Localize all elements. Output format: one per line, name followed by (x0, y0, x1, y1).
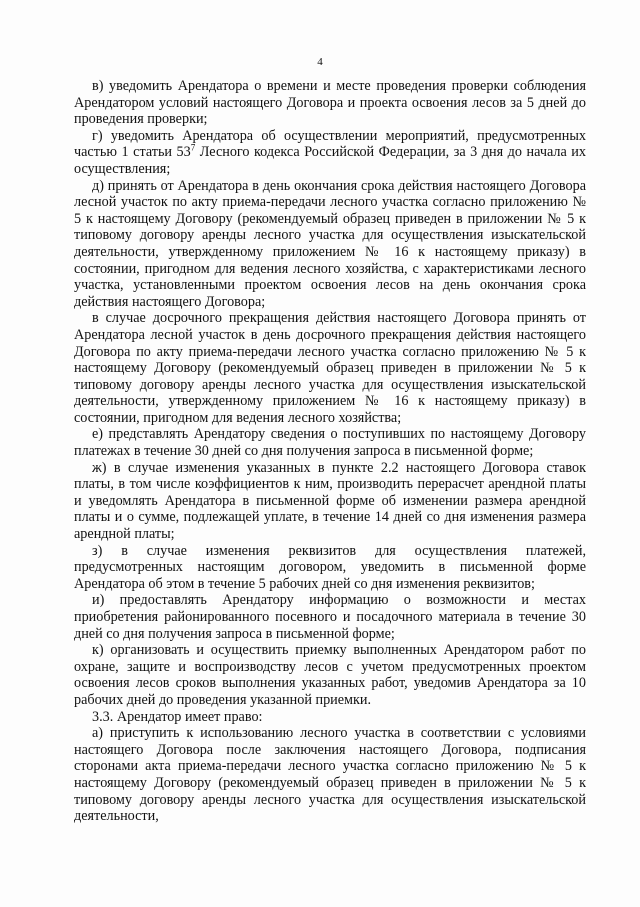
paragraph-zh: ж) в случае изменения указанных в пункте 2.2 настоящего Договора ставок платы, в том числе коэффициентов к ним, производить перерасчет арендной платы и уведомлять Арендатора в письменной форме об изменении размера арендной платы и о сумме, подлежащей уплате, в течение 14 дней со дня изменения размера арендной платы; (74, 459, 586, 543)
section-heading-3-3: 3.3. Арендатор имеет право: (92, 708, 263, 725)
paragraph-g-tail: Лесного кодекса Российской Федерации, за 3 дня до начала их осуществления; (74, 144, 586, 177)
paragraph-v: в) уведомить Арендатора о времени и месте проведения проверки соблюдения Арендатором условий настоящего Договора и проекта освоения лесов за 5 дней до проведения проверки; (74, 78, 586, 128)
paragraph-k: к) организовать и осуществить приемку выполненных Арендатором работ по охране, защите и воспроизводству лесов с учетом предусмотренных проектом освоения лесов сроков выполнения указанных работ, уведомив Арендатора за 10 рабочих дней до проведения указанной приемки. (74, 642, 586, 708)
paragraph-g-text: г) уведомить Арендатора об осуществлении мероприятий, предусмотренных частью 1 статьи 53 (74, 127, 586, 161)
paragraph-i: и) предоставлять Арендатору информацию о возможности и местах приобретения районированного посевного и посадочного материала в течение 30 дней со дня получения запроса в письменной форме; (74, 592, 586, 642)
paragraph-d: д) принять от Арендатора в день окончания срока действия настоящего Договора лесной участок по акту приема-передачи лесного участка согласно приложению № 5 к настоящему Договору (рекомендуемый образец приведен в приложении № 5 к типовому договору аренды лесного участка для осуществления изыскательской деятельности, утвержденному приложением № 16 к настоящему приказу) в состоянии, пригодном для ведения лесного хозяйства, с характеристиками лесного участка, установленными проектом освоения лесов на день окончания срока действия настоящего Договора; (74, 177, 586, 310)
paragraph-g (74, 128, 586, 178)
paragraph-e: е) представлять Арендатору сведения о поступивших по настоящему Договору платежах в течение 30 дней со дня получения запроса в письменной форме; (74, 426, 586, 460)
document-body (74, 78, 586, 825)
paragraph-early-termination: в случае досрочного прекращения действия настоящего Договора принять от Арендатора лесной участок в день досрочного прекращения действия настоящего Договора по акту приема-передачи лесного участка согласно приложению № 5 к настоящему Договору (рекомендуемый образец приведен в приложении № 5 к типовому договору аренды лесного участка для осуществления изыскательской деятельности, утвержденному приложением № 16 к настоящему приказу) в состоянии, пригодном для ведения лесного хозяйства; (74, 310, 586, 426)
page-number: 4 (317, 56, 323, 68)
paragraph-z: з) в случае изменения реквизитов для осуществления платежей, предусмотренных настоящим договором, уведомить в письменной форме Арендатора об этом в течение 5 рабочих дней со дня изменения реквизитов; (74, 542, 586, 592)
article-superscript: 7 (190, 142, 196, 153)
paragraph-a: а) приступить к использованию лесного участка в соответствии с условиями настоящего Договора после заключения настоящего Договора, подписания сторонами акта приема-передачи лесного участка согласно приложению № 5 к настоящему Договору (рекомендуемый образец приведен в приложении № 5 к типовому договору аренды лесного участка для осуществления изыскательской деятельности, (74, 725, 586, 825)
